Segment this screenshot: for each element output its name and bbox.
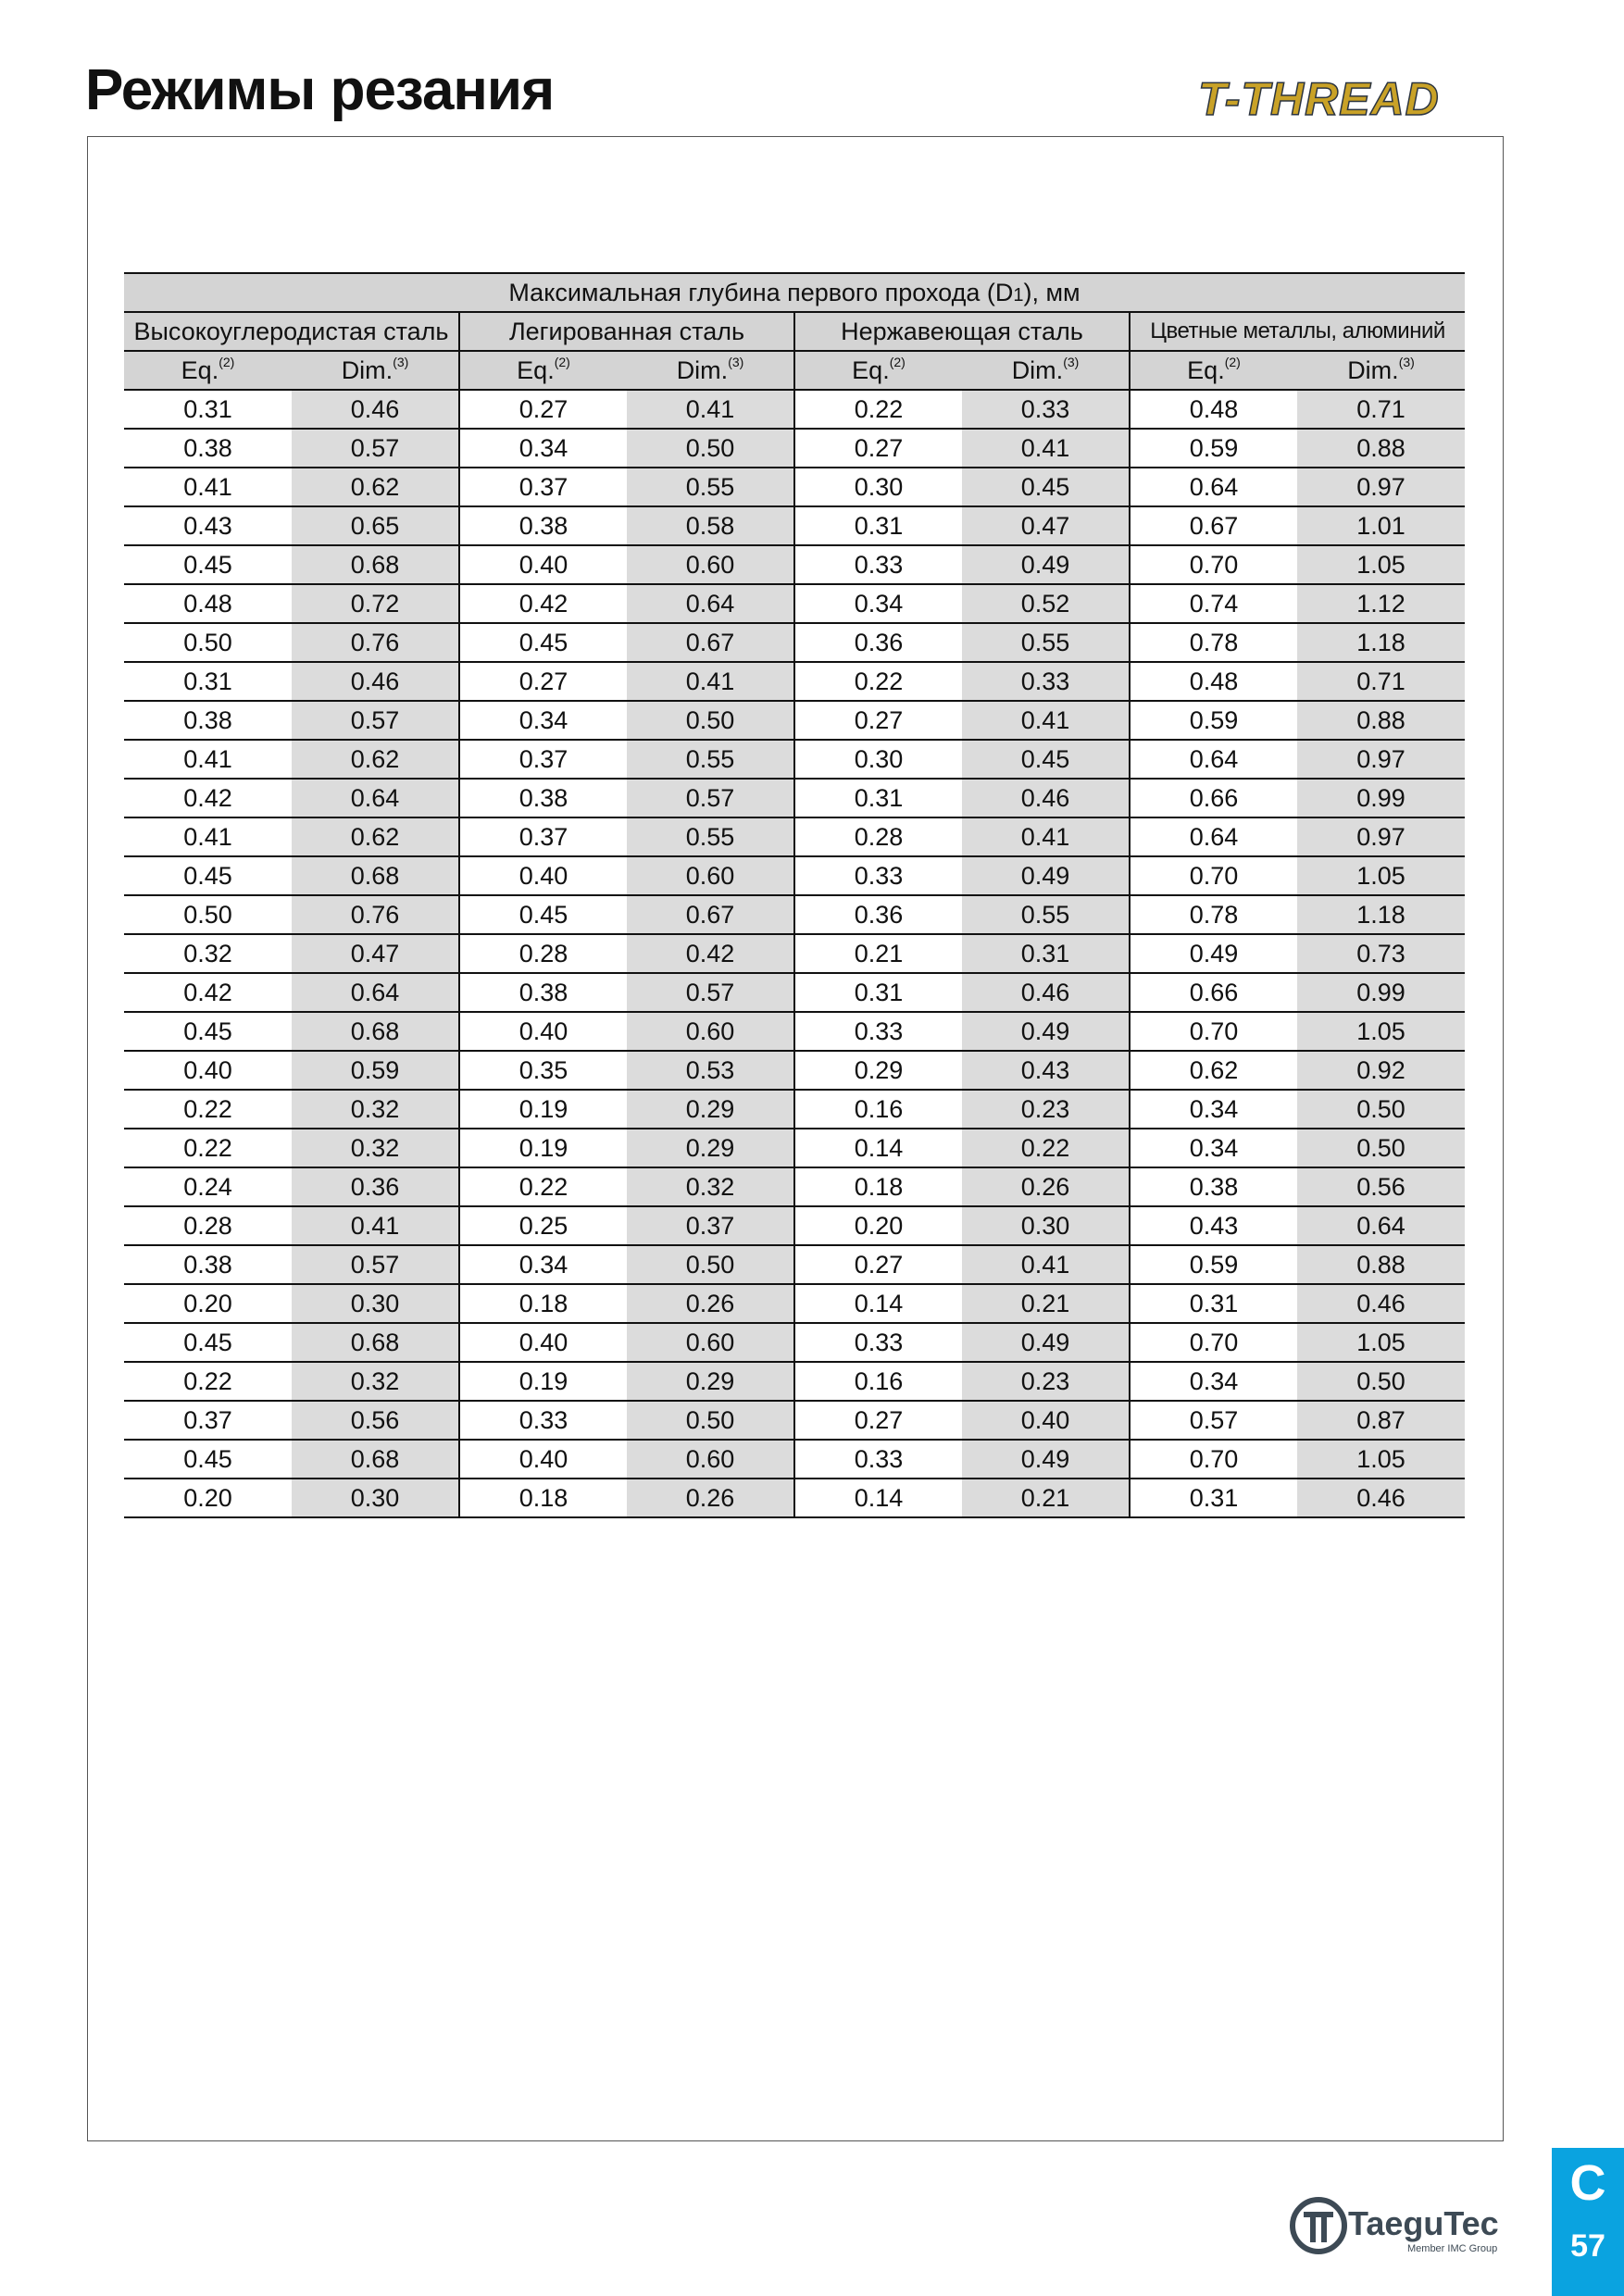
eq-value-cell: 0.31	[1130, 1479, 1297, 1517]
dim-value-cell: 0.30	[292, 1479, 459, 1517]
eq-value-cell: 0.37	[124, 1401, 292, 1440]
eq-value-cell: 0.40	[459, 1012, 627, 1051]
dim-value-cell: 1.05	[1297, 1323, 1465, 1362]
dim-value-cell: 0.47	[292, 934, 459, 973]
eq-value-cell: 0.22	[459, 1167, 627, 1206]
dim-value-cell: 0.41	[962, 817, 1130, 856]
dim-value-cell: 0.23	[962, 1090, 1130, 1129]
dim-value-cell: 1.05	[1297, 856, 1465, 895]
eq-value-cell: 0.50	[124, 623, 292, 662]
eq-value-cell: 0.20	[124, 1284, 292, 1323]
eq-value-cell: 0.48	[1130, 390, 1297, 429]
eq-value-cell: 0.31	[1130, 1284, 1297, 1323]
table-row	[124, 390, 1465, 429]
table-row	[124, 701, 1465, 740]
eq-value-cell: 0.70	[1130, 856, 1297, 895]
dim-value-cell: 0.41	[962, 701, 1130, 740]
dim-value-cell: 0.68	[292, 545, 459, 584]
dim-value-cell: 1.18	[1297, 895, 1465, 934]
eq-value-cell: 0.38	[1130, 1167, 1297, 1206]
eq-value-cell: 0.31	[794, 973, 962, 1012]
eq-value-cell: 0.33	[459, 1401, 627, 1440]
dim-value-cell: 0.68	[292, 856, 459, 895]
dim-value-cell: 0.41	[292, 1206, 459, 1245]
dim-value-cell: 1.12	[1297, 584, 1465, 623]
eq-value-cell: 0.16	[794, 1090, 962, 1129]
eq-value-cell: 0.33	[794, 1012, 962, 1051]
eq-value-cell: 0.16	[794, 1362, 962, 1401]
table-row	[124, 1167, 1465, 1206]
dim-value-cell: 1.18	[1297, 623, 1465, 662]
table-row	[124, 584, 1465, 623]
table-row	[124, 468, 1465, 506]
eq-header: Eq.$^{(2)}$	[459, 351, 627, 390]
table-row	[124, 1440, 1465, 1479]
eq-value-cell: 0.57	[1130, 1401, 1297, 1440]
eq-value-cell: 0.37	[459, 468, 627, 506]
dim-value-cell: 0.92	[1297, 1051, 1465, 1090]
eq-value-cell: 0.34	[794, 584, 962, 623]
dim-value-cell: 0.49	[962, 1440, 1130, 1479]
dim-value-cell: 0.26	[962, 1167, 1130, 1206]
dim-value-cell: 0.64	[627, 584, 794, 623]
table-row	[124, 1090, 1465, 1129]
eq-value-cell: 0.28	[794, 817, 962, 856]
dim-value-cell: 0.32	[292, 1129, 459, 1167]
dim-value-cell: 0.41	[962, 1245, 1130, 1284]
dim-value-cell: 0.67	[627, 895, 794, 934]
eq-value-cell: 0.38	[459, 506, 627, 545]
table-row	[124, 740, 1465, 779]
eq-value-cell: 0.18	[459, 1284, 627, 1323]
eq-value-cell: 0.27	[459, 390, 627, 429]
eq-value-cell: 0.38	[124, 1245, 292, 1284]
eq-value-cell: 0.40	[124, 1051, 292, 1090]
dim-value-cell: 0.58	[627, 506, 794, 545]
eq-value-cell: 0.31	[794, 779, 962, 817]
eq-value-cell: 0.64	[1130, 468, 1297, 506]
eq-value-cell: 0.78	[1130, 623, 1297, 662]
eq-value-cell: 0.33	[794, 1440, 962, 1479]
eq-value-cell: 0.38	[124, 701, 292, 740]
t-thread-brand-logo	[1194, 67, 1509, 131]
eq-value-cell: 0.38	[459, 779, 627, 817]
dim-value-cell: 0.50	[627, 429, 794, 468]
eq-value-cell: 0.67	[1130, 506, 1297, 545]
eq-value-cell: 0.45	[124, 1440, 292, 1479]
member-line: Member IMC Group	[1407, 2243, 1498, 2254]
eq-value-cell: 0.45	[124, 856, 292, 895]
dim-header: Dim.$^{(3)}$	[962, 351, 1130, 390]
table-row	[124, 545, 1465, 584]
table-row	[124, 429, 1465, 468]
dim-value-cell: 0.49	[962, 1323, 1130, 1362]
company-name: TaeguTec	[1348, 2204, 1499, 2242]
eq-value-cell: 0.22	[794, 662, 962, 701]
eq-value-cell: 0.14	[794, 1129, 962, 1167]
dim-value-cell: 0.43	[962, 1051, 1130, 1090]
dim-value-cell: 0.31	[962, 934, 1130, 973]
dim-value-cell: 0.68	[292, 1440, 459, 1479]
eq-value-cell: 0.20	[124, 1479, 292, 1517]
table-row	[124, 1012, 1465, 1051]
eq-value-cell: 0.19	[459, 1129, 627, 1167]
eq-value-cell: 0.45	[459, 895, 627, 934]
eq-value-cell: 0.31	[124, 662, 292, 701]
dim-value-cell: 0.67	[627, 623, 794, 662]
dim-value-cell: 1.01	[1297, 506, 1465, 545]
eq-value-cell: 0.27	[459, 662, 627, 701]
dim-value-cell: 0.37	[627, 1206, 794, 1245]
dim-value-cell: 0.22	[962, 1129, 1130, 1167]
dim-value-cell: 0.41	[627, 390, 794, 429]
dim-value-cell: 0.50	[1297, 1129, 1465, 1167]
eq-value-cell: 0.27	[794, 701, 962, 740]
eq-value-cell: 0.40	[459, 545, 627, 584]
table-row	[124, 1206, 1465, 1245]
eq-value-cell: 0.31	[124, 390, 292, 429]
dim-value-cell: 0.59	[292, 1051, 459, 1090]
dim-value-cell: 0.97	[1297, 468, 1465, 506]
eq-value-cell: 0.22	[124, 1129, 292, 1167]
table-row	[124, 934, 1465, 973]
eq-value-cell: 0.41	[124, 740, 292, 779]
eq-value-cell: 0.48	[1130, 662, 1297, 701]
eq-value-cell: 0.33	[794, 545, 962, 584]
dim-value-cell: 0.64	[1297, 1206, 1465, 1245]
dim-value-cell: 0.40	[962, 1401, 1130, 1440]
eq-value-cell: 0.70	[1130, 1440, 1297, 1479]
dim-value-cell: 0.55	[962, 895, 1130, 934]
dim-value-cell: 0.45	[962, 740, 1130, 779]
dim-value-cell: 0.23	[962, 1362, 1130, 1401]
dim-value-cell: 0.26	[627, 1479, 794, 1517]
dim-value-cell: 0.76	[292, 623, 459, 662]
eq-value-cell: 0.18	[459, 1479, 627, 1517]
eq-value-cell: 0.36	[794, 623, 962, 662]
eq-value-cell: 0.64	[1130, 817, 1297, 856]
table-row	[124, 1051, 1465, 1090]
dim-value-cell: 0.33	[962, 662, 1130, 701]
eq-value-cell: 0.43	[124, 506, 292, 545]
eq-value-cell: 0.18	[794, 1167, 962, 1206]
dim-value-cell: 0.97	[1297, 817, 1465, 856]
table-row	[124, 856, 1465, 895]
eq-value-cell: 0.21	[794, 934, 962, 973]
dim-value-cell: 0.72	[292, 584, 459, 623]
eq-value-cell: 0.34	[1130, 1362, 1297, 1401]
dim-value-cell: 0.71	[1297, 662, 1465, 701]
page-title: Режимы резания	[85, 58, 555, 122]
dim-value-cell: 0.64	[292, 973, 459, 1012]
dim-value-cell: 0.65	[292, 506, 459, 545]
eq-value-cell: 0.35	[459, 1051, 627, 1090]
dim-value-cell: 0.53	[627, 1051, 794, 1090]
eq-header: Eq.$^{(2)}$	[1130, 351, 1297, 390]
dim-value-cell: 1.05	[1297, 1440, 1465, 1479]
table-title: Максимальная глубина первого прохода (D1), мм	[124, 273, 1465, 312]
subheader-row	[124, 351, 1465, 390]
taegutec-logo	[1285, 2187, 1517, 2261]
dim-value-cell: 0.46	[962, 779, 1130, 817]
eq-value-cell: 0.59	[1130, 701, 1297, 740]
dim-value-cell: 0.50	[1297, 1362, 1465, 1401]
table-row	[124, 1245, 1465, 1284]
eq-value-cell: 0.30	[794, 468, 962, 506]
eq-value-cell: 0.62	[1130, 1051, 1297, 1090]
material-header-row	[124, 312, 1465, 351]
dim-value-cell: 0.55	[627, 817, 794, 856]
eq-value-cell: 0.14	[794, 1479, 962, 1517]
eq-value-cell: 0.36	[794, 895, 962, 934]
eq-value-cell: 0.28	[124, 1206, 292, 1245]
eq-value-cell: 0.40	[459, 856, 627, 895]
dim-value-cell: 0.32	[627, 1167, 794, 1206]
eq-value-cell: 0.42	[124, 973, 292, 1012]
dim-value-cell: 0.57	[627, 779, 794, 817]
eq-value-cell: 0.45	[124, 1323, 292, 1362]
dim-value-cell: 0.68	[292, 1012, 459, 1051]
eq-value-cell: 0.42	[459, 584, 627, 623]
eq-value-cell: 0.19	[459, 1090, 627, 1129]
eq-value-cell: 0.22	[124, 1362, 292, 1401]
dim-value-cell: 0.55	[627, 468, 794, 506]
dim-value-cell: 0.46	[962, 973, 1130, 1012]
dim-value-cell: 0.60	[627, 545, 794, 584]
eq-value-cell: 0.70	[1130, 1012, 1297, 1051]
dim-value-cell: 0.88	[1297, 1245, 1465, 1284]
eq-value-cell: 0.41	[124, 468, 292, 506]
eq-value-cell: 0.25	[459, 1206, 627, 1245]
dim-value-cell: 0.49	[962, 856, 1130, 895]
dim-value-cell: 0.41	[962, 429, 1130, 468]
eq-value-cell: 0.66	[1130, 779, 1297, 817]
eq-value-cell: 0.37	[459, 817, 627, 856]
eq-value-cell: 0.38	[459, 973, 627, 1012]
dim-value-cell: 0.33	[962, 390, 1130, 429]
eq-value-cell: 0.30	[794, 740, 962, 779]
dim-value-cell: 0.60	[627, 856, 794, 895]
eq-value-cell: 0.22	[794, 390, 962, 429]
eq-value-cell: 0.64	[1130, 740, 1297, 779]
eq-value-cell: 0.28	[459, 934, 627, 973]
table-row	[124, 623, 1465, 662]
dim-header: Dim.$^{(3)}$	[1297, 351, 1465, 390]
eq-value-cell: 0.66	[1130, 973, 1297, 1012]
table-row	[124, 1479, 1465, 1517]
eq-value-cell: 0.34	[459, 1245, 627, 1284]
dim-value-cell: 0.71	[1297, 390, 1465, 429]
table-row	[124, 506, 1465, 545]
brand-logo-text: T-THREAD	[1198, 73, 1440, 125]
dim-value-cell: 0.97	[1297, 740, 1465, 779]
dim-value-cell: 0.32	[292, 1090, 459, 1129]
dim-value-cell: 0.29	[627, 1129, 794, 1167]
dim-value-cell: 0.42	[627, 934, 794, 973]
dim-value-cell: 0.50	[1297, 1090, 1465, 1129]
cutting-depth-table	[124, 272, 1465, 1518]
eq-value-cell: 0.31	[794, 506, 962, 545]
table-row	[124, 817, 1465, 856]
dim-value-cell: 0.21	[962, 1284, 1130, 1323]
dim-value-cell: 0.88	[1297, 429, 1465, 468]
dim-header: Dim.$^{(3)}$	[627, 351, 794, 390]
dim-value-cell: 0.50	[627, 701, 794, 740]
table-row	[124, 779, 1465, 817]
eq-value-cell: 0.40	[459, 1440, 627, 1479]
eq-value-cell: 0.34	[1130, 1129, 1297, 1167]
table-row	[124, 1401, 1465, 1440]
eq-value-cell: 0.43	[1130, 1206, 1297, 1245]
dim-value-cell: 0.41	[627, 662, 794, 701]
eq-value-cell: 0.45	[459, 623, 627, 662]
dim-value-cell: 0.57	[292, 429, 459, 468]
eq-value-cell: 0.32	[124, 934, 292, 973]
dim-value-cell: 0.55	[962, 623, 1130, 662]
dim-value-cell: 0.62	[292, 468, 459, 506]
dim-value-cell: 0.57	[292, 1245, 459, 1284]
dim-value-cell: 0.45	[962, 468, 1130, 506]
dim-value-cell: 0.62	[292, 740, 459, 779]
dim-value-cell: 0.52	[962, 584, 1130, 623]
material-header-stainless-steel: Нержавеющая сталь	[794, 312, 1130, 351]
section-letter: C	[1569, 2155, 1606, 2211]
dim-header: Dim.$^{(3)}$	[292, 351, 459, 390]
eq-header: Eq.$^{(2)}$	[124, 351, 292, 390]
eq-value-cell: 0.42	[124, 779, 292, 817]
dim-value-cell: 0.60	[627, 1323, 794, 1362]
dim-value-cell: 0.57	[627, 973, 794, 1012]
dim-value-cell: 0.99	[1297, 779, 1465, 817]
dim-value-cell: 0.50	[627, 1401, 794, 1440]
eq-value-cell: 0.29	[794, 1051, 962, 1090]
eq-value-cell: 0.19	[459, 1362, 627, 1401]
dim-value-cell: 0.99	[1297, 973, 1465, 1012]
eq-value-cell: 0.70	[1130, 1323, 1297, 1362]
eq-value-cell: 0.78	[1130, 895, 1297, 934]
dim-value-cell: 0.21	[962, 1479, 1130, 1517]
dim-value-cell: 0.56	[292, 1401, 459, 1440]
table-body	[124, 390, 1465, 1517]
dim-value-cell: 0.47	[962, 506, 1130, 545]
table-row	[124, 895, 1465, 934]
eq-value-cell: 0.33	[794, 856, 962, 895]
table-row	[124, 1129, 1465, 1167]
dim-value-cell: 0.46	[292, 662, 459, 701]
eq-value-cell: 0.74	[1130, 584, 1297, 623]
dim-value-cell: 0.29	[627, 1090, 794, 1129]
dim-value-cell: 0.62	[292, 817, 459, 856]
dim-value-cell: 0.49	[962, 545, 1130, 584]
section-tab	[1552, 2148, 1624, 2296]
dim-value-cell: 0.50	[627, 1245, 794, 1284]
eq-value-cell: 0.41	[124, 817, 292, 856]
dim-value-cell: 0.60	[627, 1440, 794, 1479]
dim-value-cell: 0.46	[292, 390, 459, 429]
table-title-row	[124, 273, 1465, 312]
eq-value-cell: 0.34	[1130, 1090, 1297, 1129]
eq-value-cell: 0.27	[794, 1401, 962, 1440]
dim-value-cell: 0.76	[292, 895, 459, 934]
eq-value-cell: 0.48	[124, 584, 292, 623]
eq-value-cell: 0.49	[1130, 934, 1297, 973]
dim-value-cell: 0.55	[627, 740, 794, 779]
eq-value-cell: 0.45	[124, 545, 292, 584]
dim-value-cell: 0.46	[1297, 1284, 1465, 1323]
eq-value-cell: 0.37	[459, 740, 627, 779]
eq-value-cell: 0.38	[124, 429, 292, 468]
dim-value-cell: 0.30	[292, 1284, 459, 1323]
eq-value-cell: 0.33	[794, 1323, 962, 1362]
eq-value-cell: 0.24	[124, 1167, 292, 1206]
material-header-alloy-steel: Легированная сталь	[459, 312, 794, 351]
eq-value-cell: 0.50	[124, 895, 292, 934]
dim-value-cell: 0.29	[627, 1362, 794, 1401]
dim-value-cell: 0.56	[1297, 1167, 1465, 1206]
dim-value-cell: 0.68	[292, 1323, 459, 1362]
dim-value-cell: 0.46	[1297, 1479, 1465, 1517]
dim-value-cell: 0.57	[292, 701, 459, 740]
dim-value-cell: 1.05	[1297, 545, 1465, 584]
eq-value-cell: 0.70	[1130, 545, 1297, 584]
eq-value-cell: 0.59	[1130, 1245, 1297, 1284]
eq-value-cell: 0.59	[1130, 429, 1297, 468]
taegutec-emblem-icon	[1293, 2200, 1344, 2252]
material-header-high-carbon-steel: Высокоуглеродистая сталь	[124, 312, 459, 351]
dim-value-cell: 0.30	[962, 1206, 1130, 1245]
eq-value-cell: 0.22	[124, 1090, 292, 1129]
eq-value-cell: 0.27	[794, 1245, 962, 1284]
dim-value-cell: 1.05	[1297, 1012, 1465, 1051]
table-row	[124, 662, 1465, 701]
eq-value-cell: 0.34	[459, 429, 627, 468]
dim-value-cell: 0.73	[1297, 934, 1465, 973]
page-number: 57	[1570, 2228, 1605, 2264]
table-row	[124, 1323, 1465, 1362]
table-row	[124, 973, 1465, 1012]
material-header-non-ferrous: Цветные металлы, алюминий	[1130, 312, 1465, 351]
dim-value-cell: 0.32	[292, 1362, 459, 1401]
table-row	[124, 1362, 1465, 1401]
eq-value-cell: 0.40	[459, 1323, 627, 1362]
dim-value-cell: 0.36	[292, 1167, 459, 1206]
eq-value-cell: 0.14	[794, 1284, 962, 1323]
dim-value-cell: 0.60	[627, 1012, 794, 1051]
dim-value-cell: 0.49	[962, 1012, 1130, 1051]
dim-value-cell: 0.26	[627, 1284, 794, 1323]
eq-value-cell: 0.20	[794, 1206, 962, 1245]
dim-value-cell: 0.64	[292, 779, 459, 817]
eq-value-cell: 0.45	[124, 1012, 292, 1051]
table-row	[124, 1284, 1465, 1323]
eq-value-cell: 0.34	[459, 701, 627, 740]
eq-header: Eq.$^{(2)}$	[794, 351, 962, 390]
dim-value-cell: 0.88	[1297, 701, 1465, 740]
eq-value-cell: 0.27	[794, 429, 962, 468]
dim-value-cell: 0.87	[1297, 1401, 1465, 1440]
